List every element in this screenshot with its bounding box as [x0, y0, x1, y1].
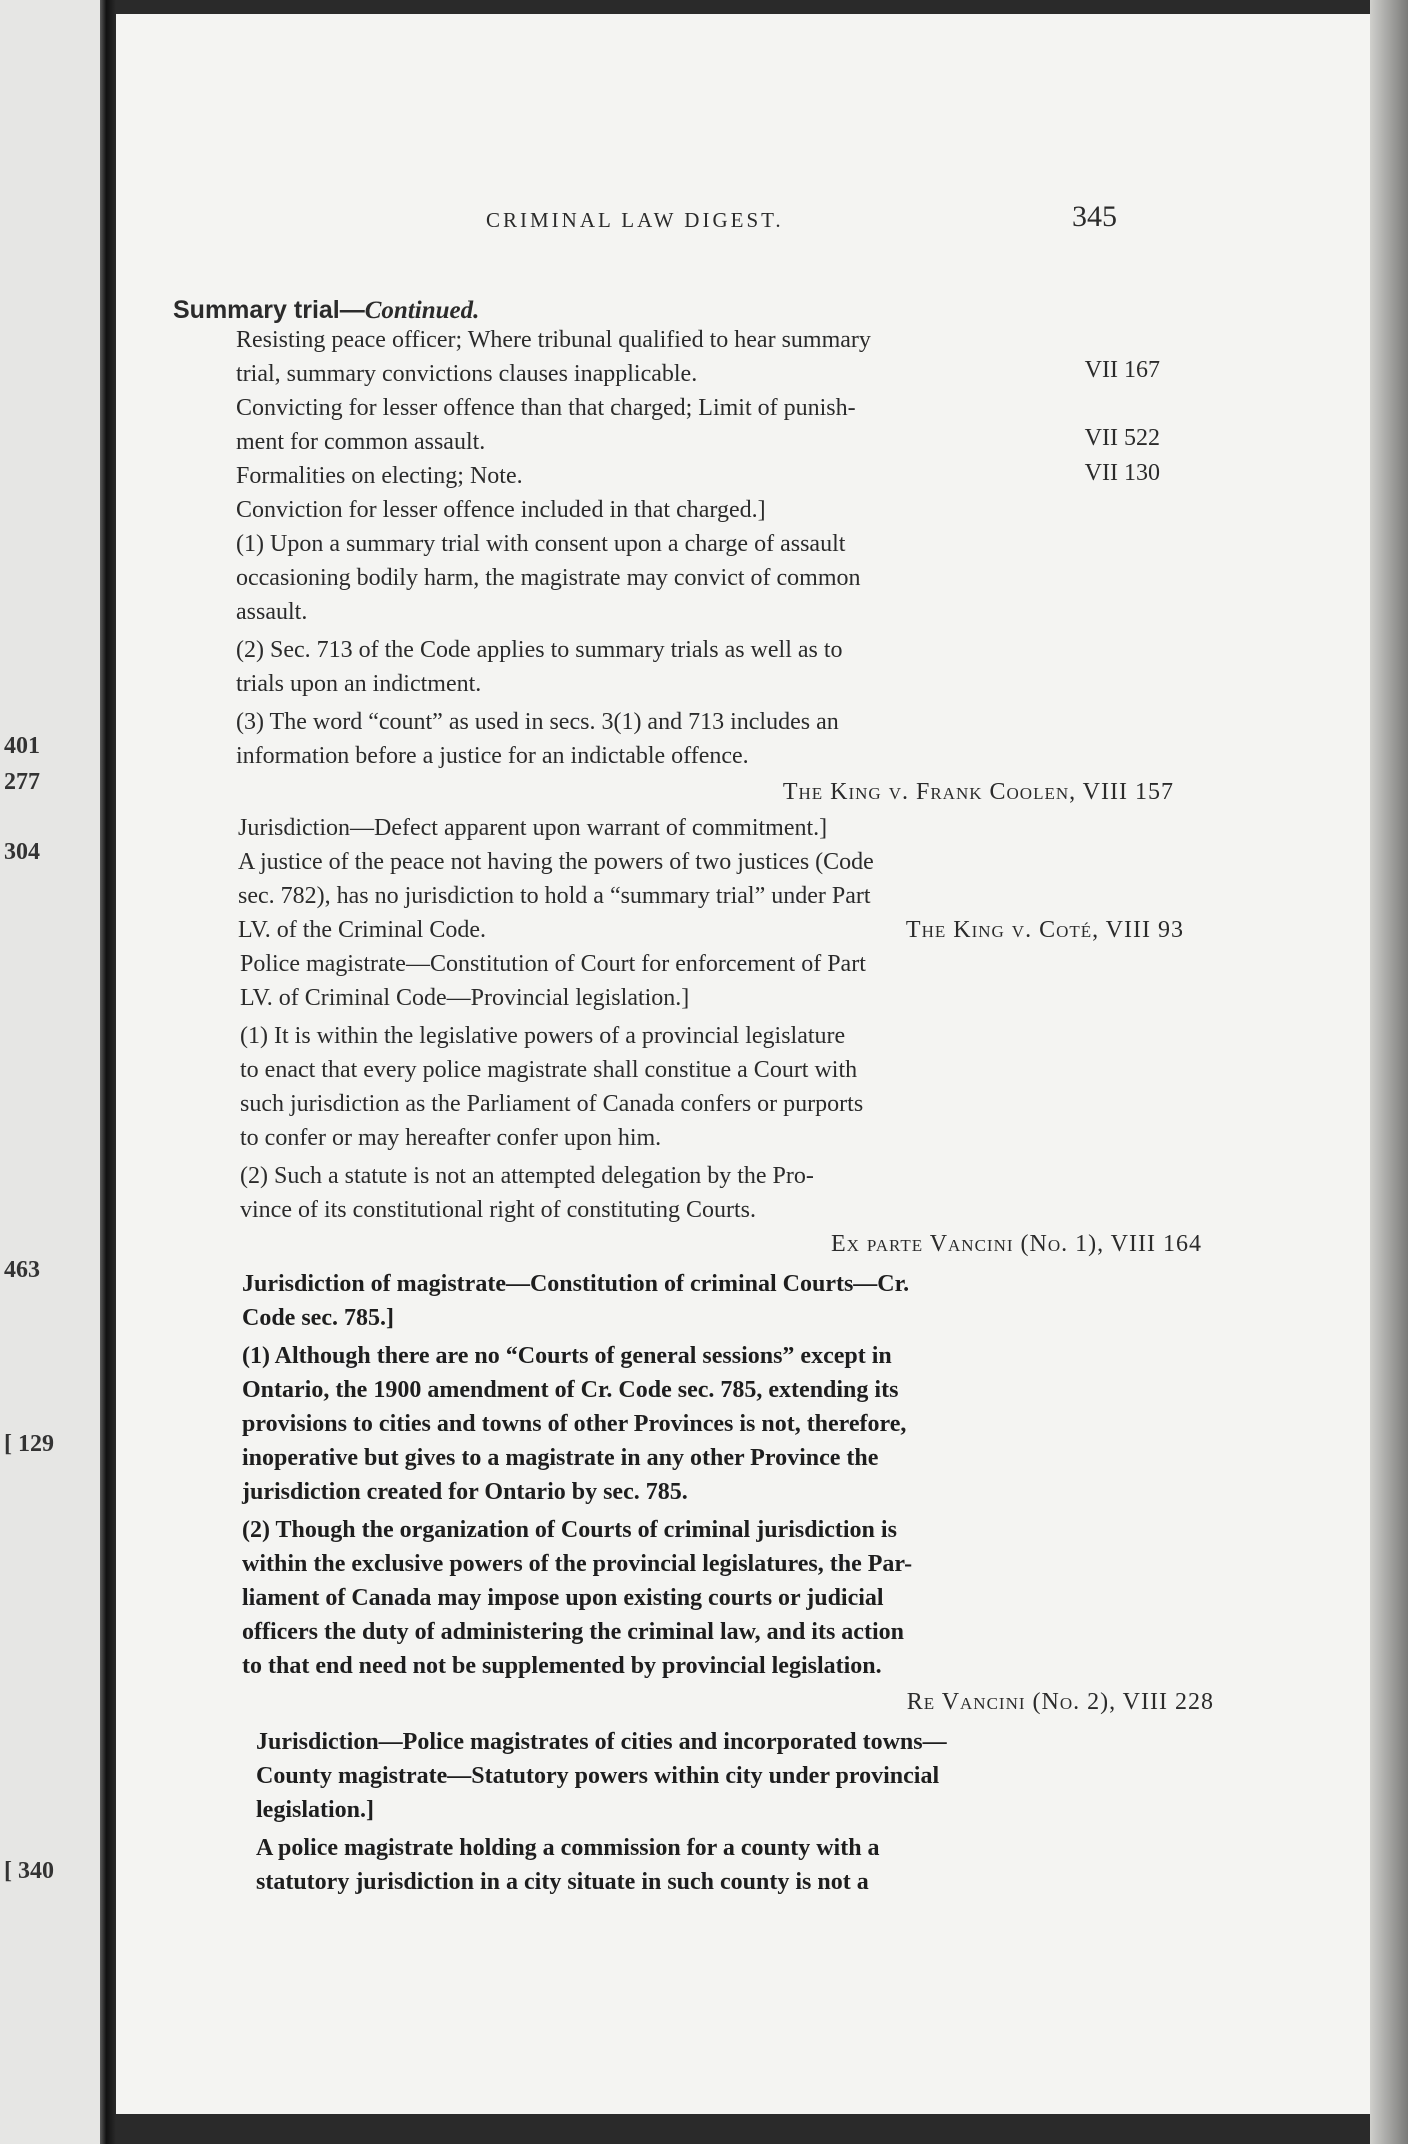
text-line: assault. [236, 599, 308, 625]
left-margin-number: 277 [4, 769, 40, 795]
case-citation: Re Vancini (No. 2), VIII 228 [906, 1689, 1214, 1715]
text-line: provisions to cities and towns of other Provinces is not, therefore, [242, 1411, 907, 1437]
text-line: County magistrate—Statutory powers within city under provincial [256, 1763, 940, 1789]
case-citation: The King v. Frank Coolen, VIII 157 [782, 779, 1174, 805]
text-line: vince of its constitutional right of constituting Courts. [240, 1197, 756, 1223]
running-title: CRIMINAL LAW DIGEST. [486, 208, 784, 232]
left-page-margin [0, 0, 100, 2144]
text-line: (1) Although there are no “Courts of general sessions” except in [242, 1343, 892, 1369]
text-line: to that end need not be supplemented by provincial legislation. [242, 1653, 882, 1679]
text-line: Jurisdiction—Police magistrates of cities and incorporated towns— [256, 1729, 947, 1755]
text-line: such jurisdiction as the Parliament of Canada confers or purports [240, 1091, 864, 1117]
page-number: 345 [1072, 200, 1117, 233]
text-line: Formalities on electing; Note. [236, 463, 523, 489]
case-citation: The King v. Coté, VIII 93 [905, 917, 1184, 943]
text-line: (1) Upon a summary trial with consent upon a charge of assault [236, 531, 846, 557]
entry-heading-continued: Continued. [364, 297, 480, 324]
text-line: legislation.] [256, 1797, 374, 1823]
text-line: A justice of the peace not having the powers of two justices (Code [238, 849, 874, 875]
text-line: within the exclusive powers of the provincial legislatures, the Par- [242, 1551, 913, 1577]
text-line: (2) Such a statute is not an attempted delegation by the Pro- [240, 1163, 814, 1189]
text-line: officers the duty of administering the criminal law, and its action [242, 1619, 904, 1645]
page-edge [1370, 0, 1408, 2144]
text-line: Code sec. 785.] [242, 1305, 394, 1331]
left-margin-number: 463 [4, 1257, 40, 1283]
text-line: (1) It is within the legislative powers of a provincial legislature [240, 1023, 846, 1049]
entry-heading: Summary trial—Continued. [173, 296, 480, 324]
text-line: Conviction for lesser offence included in that charged.] [236, 497, 766, 523]
text-line: to enact that every police magistrate shall constitue a Court with [240, 1057, 858, 1083]
text-line: information before a justice for an indictable offence. [236, 743, 749, 769]
text-line: Convicting for lesser offence than that charged; Limit of punish- [236, 395, 856, 421]
text-line: LV. of the Criminal Code. [238, 917, 486, 943]
left-margin-number: 304 [4, 839, 40, 865]
text-line: Ontario, the 1900 amendment of Cr. Code sec. 785, extending its [242, 1377, 899, 1403]
volume-ref: VII 130 [1084, 460, 1160, 486]
text-line: jurisdiction created for Ontario by sec. 785. [242, 1479, 688, 1505]
left-margin-number: [ 129 [4, 1431, 54, 1457]
text-line: statutory jurisdiction in a city situate in such county is not a [256, 1869, 869, 1895]
text-line: ment for common assault. [236, 429, 486, 455]
text-line: Police magistrate—Constitution of Court for enforcement of Part [240, 951, 866, 977]
volume-ref: VII 167 [1084, 357, 1160, 383]
text-line: (2) Sec. 713 of the Code applies to summary trials as well as to [236, 637, 843, 663]
text-line: inoperative but gives to a magistrate in any other Province the [242, 1445, 879, 1471]
text-line: A police magistrate holding a commission for a county with a [256, 1835, 880, 1861]
text-line: Resisting peace officer; Where tribunal qualified to hear summary [236, 327, 871, 353]
case-citation: Ex parte Vancini (No. 1), VIII 164 [830, 1231, 1202, 1257]
book-page [116, 14, 1370, 2114]
text-line: Jurisdiction of magistrate—Constitution of criminal Courts—Cr. [242, 1271, 910, 1297]
text-line: LV. of Criminal Code—Provincial legislation.] [240, 985, 690, 1011]
text-line: trials upon an indictment. [236, 671, 482, 697]
text-line: (3) The word “count” as used in secs. 3(1) and 713 includes an [236, 709, 839, 735]
text-line: to confer or may hereafter confer upon him. [240, 1125, 662, 1151]
volume-ref: VII 522 [1084, 425, 1160, 451]
text-line: Jurisdiction—Defect apparent upon warrant of commitment.] [238, 815, 828, 841]
left-margin-number: 401 [4, 733, 40, 759]
text-line: sec. 782), has no jurisdiction to hold a “summary trial” under Part [238, 883, 871, 909]
book-gutter [100, 0, 116, 2144]
text-line: trial, summary convictions clauses inapplicable. [236, 361, 698, 387]
text-line: (2) Though the organization of Courts of criminal jurisdiction is [242, 1517, 897, 1543]
text-line: occasioning bodily harm, the magistrate may convict of common [236, 565, 861, 591]
left-margin-number: [ 340 [4, 1858, 54, 1884]
text-line: liament of Canada may impose upon existing courts or judicial [242, 1585, 884, 1611]
